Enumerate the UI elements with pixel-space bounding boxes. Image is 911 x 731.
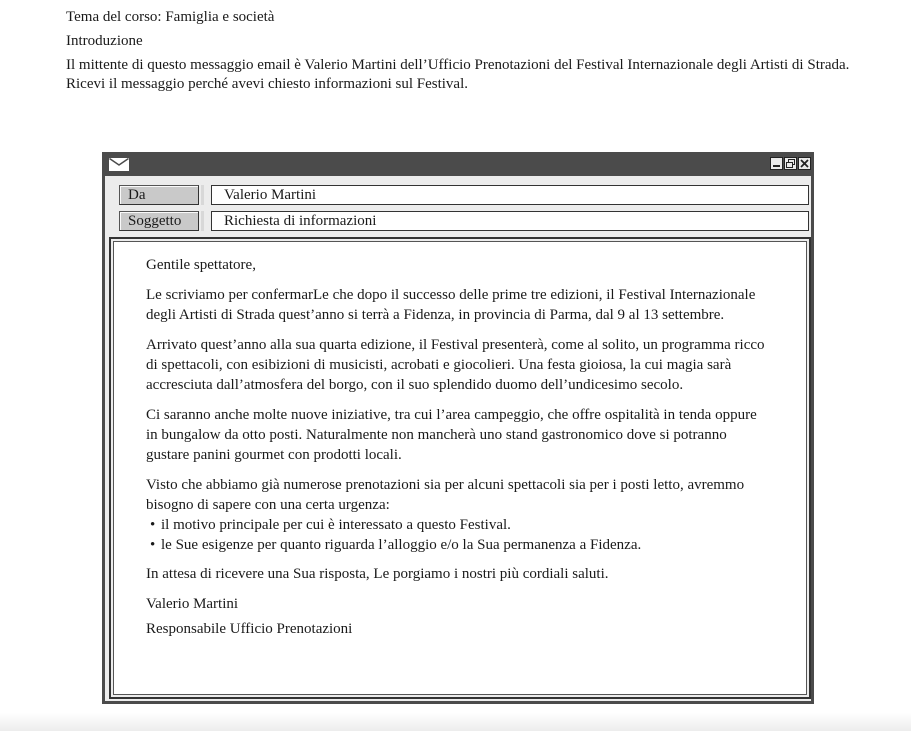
subject-label: Soggetto <box>119 211 199 231</box>
email-panel <box>105 176 811 701</box>
restore-icon[interactable] <box>784 157 797 170</box>
message-body-frame <box>109 237 811 699</box>
signature-title: Responsabile Ufficio Prenotazioni <box>146 621 353 637</box>
greeting: Gentile spettatore, <box>146 257 256 273</box>
subject-field[interactable]: Richiesta di informazioni <box>211 211 809 231</box>
request-list <box>146 515 766 555</box>
closing: In attesa di ricevere una Sua risposta, Le porgiamo i nostri più cordiali saluti. <box>146 566 609 582</box>
paragraph-3: Ci saranno anche molte nuove iniziative, tra cui l’area campeggio, che offre ospitalità in tenda oppure in bungalow da otto posti. Naturalmente non mancherà uno stand gastronomico dove si potranno gustare panini gourmet con prodotti locali. <box>146 407 757 463</box>
from-field[interactable]: Valerio Martini <box>211 185 809 205</box>
intro-section <box>66 8 886 99</box>
intro-text: Il mittente di questo messaggio email è Valerio Martini dell’Ufficio Prenotazioni del Festival Internazionale degli Artisti di Strada. Ricevi il messaggio perché avevi chiesto informazioni sul Festival. <box>66 57 850 92</box>
paragraph-2: Arrivato quest’anno alla sua quarta edizione, il Festival presenterà, come al solito, un programma ricco di spettacoli, con esibizioni di musicisti, acrobati e giocolieri. Una festa gioiosa, la cui magia sarà accresciuta dall’atmosfera del borgo, con il suo splendido duomo dell’undicesimo secolo. <box>146 337 765 393</box>
signature-name: Valerio Martini <box>146 596 239 612</box>
course-theme: Tema del corso: Famiglia e società <box>66 9 275 25</box>
subject-row <box>119 211 809 232</box>
from-label: Da <box>119 185 199 205</box>
from-row <box>119 185 809 206</box>
list-item: • le Sue esigenze per quanto riguarda l’alloggio e/o la Sua permanenza a Fidenza. <box>150 535 766 555</box>
envelope-icon <box>109 158 129 171</box>
email-window <box>102 152 814 704</box>
intro-heading: Introduzione <box>66 33 143 49</box>
signature <box>146 594 766 639</box>
minimize-icon[interactable] <box>770 157 783 170</box>
message-text <box>146 255 766 644</box>
title-bar <box>102 152 814 176</box>
page-bottom-edge <box>0 713 911 731</box>
close-icon[interactable] <box>798 157 811 170</box>
message-body[interactable] <box>113 241 807 695</box>
paragraph-4: Visto che abbiamo già numerose prenotazioni sia per alcuni spettacoli sia per i posti letto, avremmo bisogno di sapere con una certa urgenza: <box>146 477 745 513</box>
window-controls <box>770 157 811 170</box>
paragraph-1: Le scriviamo per confermarLe che dopo il successo delle prime tre edizioni, il Festival Internazionale degli Artisti di Strada quest’anno si terrà a Fidenza, in provincia di Parma, dal 9 al 13 settembre. <box>146 287 756 323</box>
list-item: • il motivo principale per cui è interessato a questo Festival. <box>150 515 766 535</box>
